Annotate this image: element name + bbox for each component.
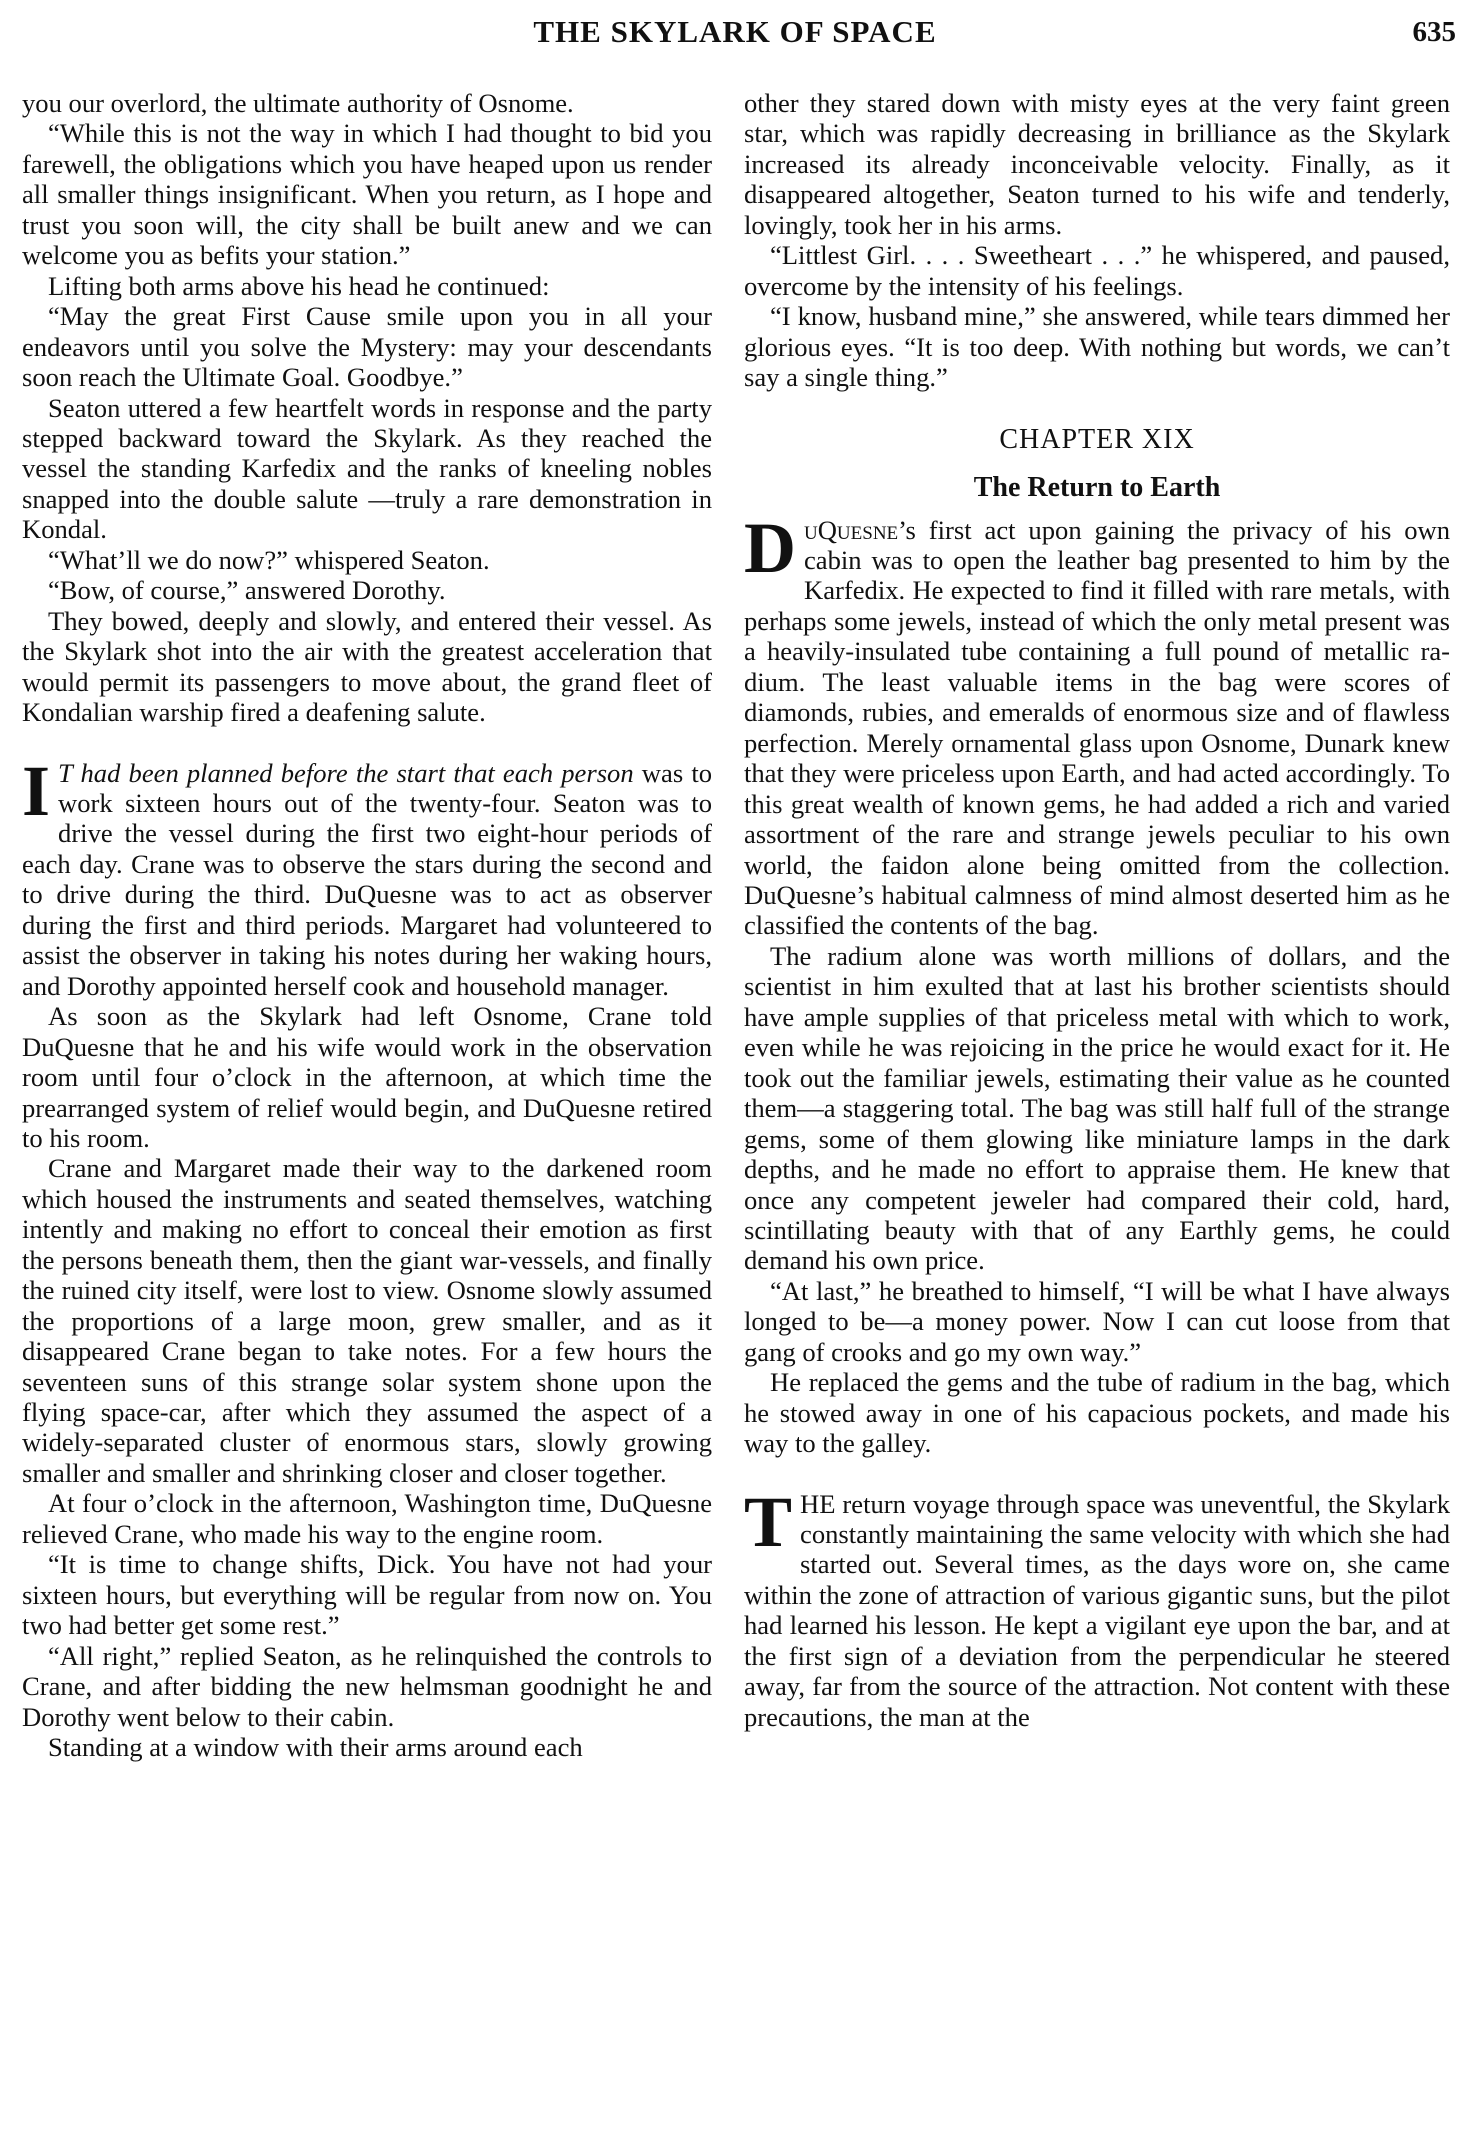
paragraph: other they stared down with misty eyes at the very faint green star, which was rapidly decreasing in brilliance as the Skylark increased its already inconceivable velocity. Finally, as it disappeared altogether, Seaton turned to his wife and tenderly, lovingly, took her in his arms. bbox=[744, 88, 1450, 240]
paragraph: “What’ll we do now?” whispered Seaton. bbox=[48, 544, 490, 575]
paragraph: “All right,” replied Seaton, as he relinquished the controls to Crane, and after bidding the new helmsman goodnight he and Dorothy went below to their cabin. bbox=[22, 1640, 712, 1732]
paragraph: He replaced the gems and the tube of radium in the bag, which he stowed away in one of his capacious pockets, and made his way to the galley. bbox=[744, 1367, 1450, 1459]
section-break bbox=[744, 1459, 1450, 1489]
left-column bbox=[22, 88, 712, 1762]
drop-cap: D bbox=[744, 507, 796, 588]
paragraph: They bowed, deeply and slowly, and entered their vessel. As the Skylark shot into the air with the greatest acceleration that would permit its passengers to move about, the grand fleet of Kondalian warship fired a deafening salute. bbox=[22, 605, 712, 728]
running-title: THE SKYLARK OF SPACE bbox=[533, 14, 937, 49]
chapter-title: The Return to Earth bbox=[973, 471, 1221, 503]
paragraph-text: ’s first act upon gaining the privacy of his own cabin was to open the leather bag presented to him by the Karfedix. He expected to find it filled with rare metals, with perhaps some jewels, instead of which the only metal present was a heavily-insulated tube containing a full pound of metallic radium. The least valuable items in the bag were scores of diamonds, rubies, and emeralds of enormous size and of flawless perfection. Merely ornamental glass upon Osnome, Dunark knew that they were priceless upon Earth, and had acted accordingly. To this great wealth of known gems, he had added a rich and varied assortment of the rare and strange jewels peculiar to his own world, the faidon alone being omitted from the collection. DuQuesne’s habitual calmness of mind almost deserted him as he classified the contents of the bag. bbox=[744, 514, 1450, 941]
paragraph: “May the great First Cause smile upon you in all your endeavors until you solve the Mystery: may your descendants soon reach the Ultimate Goal. Goodbye.” bbox=[22, 301, 712, 393]
page-number: 635 bbox=[1412, 16, 1456, 48]
section-break bbox=[22, 728, 712, 758]
paragraph: As soon as the Skylark had left Osnome, Crane told DuQuesne that he and his wife would work in the observation room until four o’clock in the afternoon, at which time the prearranged system of relief would begin, and DuQuesne retired to his room. bbox=[22, 1001, 712, 1153]
small-caps-text: uQuesne bbox=[804, 514, 899, 545]
right-column bbox=[744, 88, 1450, 1732]
paragraph-text: return voyage through space was uneventful, the Skylark constantly maintaining the same velocity with which she had started out. Several times, as the days wore on, she came within the zone of attraction of various gigantic suns, but the pilot had learned his lesson. He kept a vigilant eye upon the bar, and at the first sign of a deviation from the perpendicular he steered away, far from the source of the attraction. Not content with these precautions, the man at the bbox=[744, 1488, 1450, 1732]
paragraph: “At last,” he breathed to himself, “I will be what I have always longed to be—a money power. Now I can cut loose from that gang of crooks and go my own way.” bbox=[744, 1275, 1450, 1367]
paragraph: Standing at a window with their arms around each bbox=[48, 1732, 583, 1763]
paragraph: Lifting both arms above his head he continued: bbox=[48, 270, 550, 301]
paragraph: “It is time to change shifts, Dick. You have not had your sixteen hours, but everything will be regular from now on. You two had better get some rest.” bbox=[22, 1549, 712, 1641]
paragraph: “Littlest Girl. . . . Sweetheart . . .” he whispered, and paused, overcome by the intensity of his feelings. bbox=[744, 240, 1450, 301]
paragraph: Seaton uttered a few heartfelt words in response and the party stepped backward toward the Skylark. As they reached the vessel the standing Karfedix and the ranks of kneeling nobles snapped into the double salute —truly a rare demonstration in Kondal. bbox=[22, 392, 712, 545]
page-header bbox=[0, 14, 1470, 58]
paragraph: “I know, husband mine,” she answered, while tears dimmed her glorious eyes. “It is too deep. With nothing but words, we can’t say a single thing.” bbox=[744, 301, 1450, 393]
paragraph: At four o’clock in the afternoon, Washington time, DuQuesne relieved Crane, who made his way to the engine room. bbox=[22, 1488, 712, 1549]
paragraph-text: was to work sixteen hours out of the twenty-four. Seaton was to drive the vessel during the first two eight-hour periods of each day. Crane was to observe the stars during the second and to drive during the third. DuQuesne was to act as observer during the first and third periods. Margaret had volunteered to assist the observer in taking his notes during her waking hours, and Dorothy appointed herself cook and household manager. bbox=[22, 757, 713, 1001]
chapter-number: CHAPTER XIX bbox=[999, 423, 1195, 455]
paragraph-with-dropcap bbox=[744, 1481, 1450, 1733]
paragraph-with-dropcap bbox=[744, 507, 1450, 941]
lead-in-text: T had been planned before the start that each person bbox=[58, 757, 634, 788]
paragraph: “Bow, of course,” answered Dorothy. bbox=[48, 575, 446, 606]
small-caps-text: HE bbox=[800, 1488, 836, 1519]
paragraph: The radium alone was worth millions of dollars, and the scientist in him exulted that at last his brother scientists should have ample supplies of that priceless metal with which to work, even while he was rejoicing in the price he would exact for it. He took out the familiar jewels, estimating their value as he counted them—a staggering total. The bag was still half full of the strange gems, some of them glowing like miniature lamps in the dark depths, and he made no effort to appraise them. He knew that once any competent jeweler had compared their cold, hard, scintillating beauty with that of any Earthly gems, he could demand his own price. bbox=[744, 940, 1450, 1276]
paragraph: Crane and Margaret made their way to the darkened room which housed the instruments and seated themselves, watching intently and making no effort to conceal their emotion as first the persons beneath them, then the giant war-vessels, and finally the ruined city itself, were lost to view. Osnome slowly assumed the proportions of a large moon, grew smaller, and as it disappeared Crane began to take notes. For a few hours the seventeen suns of this strange solar system shone upon the flying space-car, after which they assumed the aspect of a widely-separated cluster of enormous stars, slowly growing smaller and smaller and shrinking closer and closer together. bbox=[22, 1153, 712, 1488]
drop-cap: T bbox=[744, 1481, 793, 1562]
drop-cap: I bbox=[22, 750, 51, 831]
paragraph: you our overlord, the ultimate authority of Osnome. bbox=[22, 88, 574, 118]
paragraph: “While this is not the way in which I had thought to bid you farewell, the obligations which you have heaped upon us render all smaller things insignificant. When you return, as I hope and trust you soon will, the city shall be built anew and we can welcome you as befits your station.” bbox=[22, 118, 712, 271]
paragraph-with-dropcap bbox=[22, 750, 713, 1002]
